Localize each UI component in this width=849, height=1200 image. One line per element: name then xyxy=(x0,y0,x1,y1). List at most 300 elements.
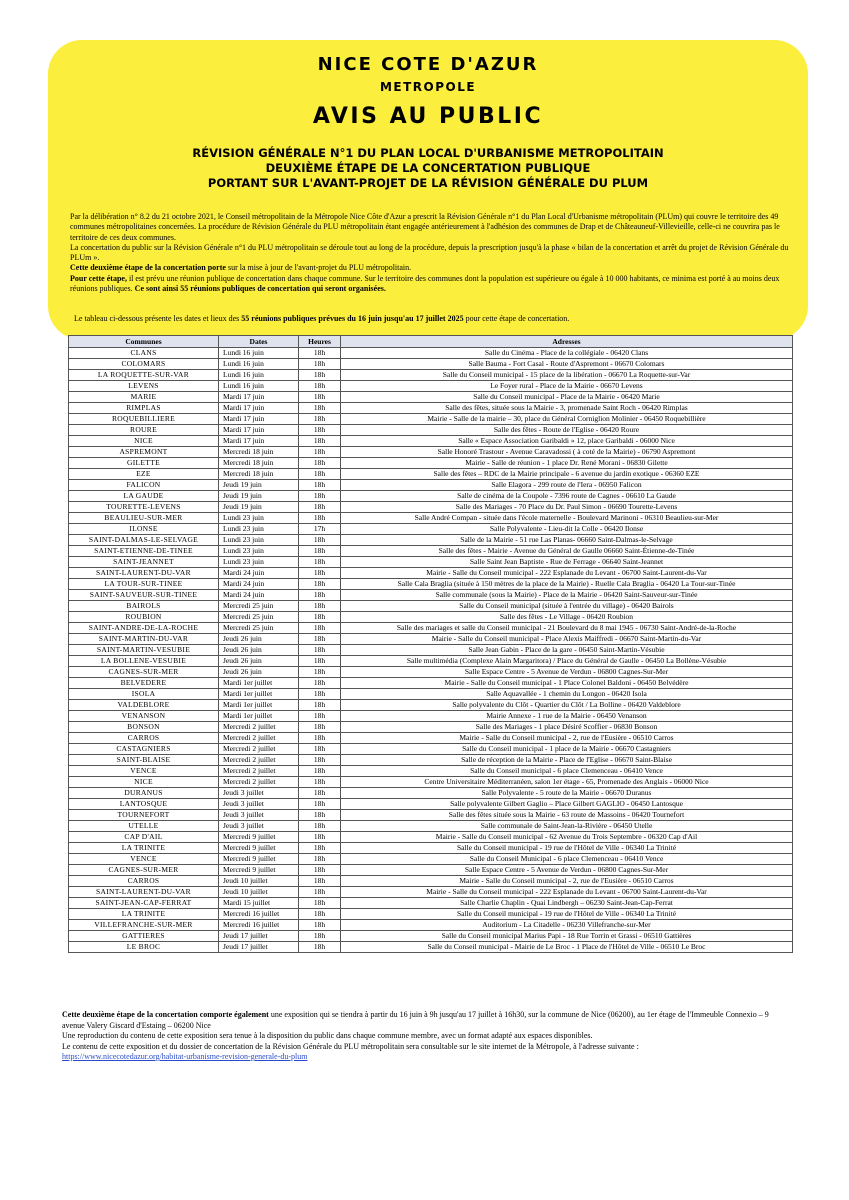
address-cell: Salle Honoré Trastour - Avenue Caravadossi ( à coté de la Mairie) - 06790 Aspremont xyxy=(341,447,793,458)
address-cell: Centre Universitaire Méditerranéen, salon 1er étage - 65, Promenade des Anglais - 06000 Nice xyxy=(341,777,793,788)
table-row xyxy=(69,535,793,546)
address-cell: Salle du Conseil municipal - 1 place de la Mairie - 06670 Castagniers xyxy=(341,744,793,755)
hour-cell: 18h xyxy=(299,634,341,645)
hour-cell: 18h xyxy=(299,733,341,744)
commune-cell: LA TRINITE xyxy=(69,909,219,920)
commune-cell: LA ROQUETTE-SUR-VAR xyxy=(69,370,219,381)
date-cell: Mardi 17 juin xyxy=(219,425,299,436)
table-row xyxy=(69,788,793,799)
commune-cell: ISOLA xyxy=(69,689,219,700)
table-row xyxy=(69,942,793,953)
hour-cell: 18h xyxy=(299,722,341,733)
address-cell: Salle polyvalente du Clôt - Quartier du Clôt / La Bolline - 06420 Valdeblore xyxy=(341,700,793,711)
date-cell: Mardi 15 juillet xyxy=(219,898,299,909)
commune-cell: NICE xyxy=(69,777,219,788)
commune-cell: SAINT-DALMAS-LE-SELVAGE xyxy=(69,535,219,546)
date-cell: Mercredi 9 juillet xyxy=(219,832,299,843)
table-row xyxy=(69,579,793,590)
commune-cell: COLOMARS xyxy=(69,359,219,370)
date-cell: Mercredi 9 juillet xyxy=(219,865,299,876)
intro-paragraph-4: Pour cette étape, il est prévu une réunion publique de concertation dans chaque commune. Sur le territoire des communes dont la population est supérieure ou égale à 10 000 habitants, ce minima est porté à au moins deux réunions publiques. Ce sont ainsi 55 réunions publiques de concertation qui seront organisées. xyxy=(70,273,780,294)
hour-cell: 18h xyxy=(299,876,341,887)
address-cell: Salle Espace Centre - 5 Avenue de Verdun - 06800 Cagnes-Sur-Mer xyxy=(341,667,793,678)
table-row xyxy=(69,865,793,876)
commune-cell: SAINT-LAURENT-DU-VAR xyxy=(69,887,219,898)
date-cell: Mercredi 25 juin xyxy=(219,623,299,634)
address-cell: Mairie Annexe - 1 rue de la Mairie - 06450 Venanson xyxy=(341,711,793,722)
commune-cell: CASTAGNIERS xyxy=(69,744,219,755)
footer-paragraph-3: Le contenu de cette exposition et du dossier de concertation de la Révision Générale du PLU métropolitain sera consultable sur le site internet de la Métropole, à l'adresse suivante : xyxy=(62,1041,639,1051)
commune-cell: SAINT-JEAN-CAP-FERRAT xyxy=(69,898,219,909)
commune-cell: LEVENS xyxy=(69,381,219,392)
commune-cell: GATTIERES xyxy=(69,931,219,942)
address-cell: Salle Polyvalente - Lieu-dit la Colle - 06420 Ilonse xyxy=(341,524,793,535)
hour-cell: 18h xyxy=(299,700,341,711)
address-cell: Salle des fêtes - Mairie - Avenue du Général de Gaulle 06660 Saint-Étienne-de-Tinée xyxy=(341,546,793,557)
header-dates: Dates xyxy=(219,336,299,348)
date-cell: Lundi 23 juin xyxy=(219,546,299,557)
date-cell: Mardi 17 juin xyxy=(219,392,299,403)
date-cell: Jeudi 19 juin xyxy=(219,502,299,513)
hour-cell: 18h xyxy=(299,843,341,854)
intro-paragraph-3: Cette deuxième étape de la concertation porte sur la mise à jour de l'avant-projet du PLU métropolitain. xyxy=(70,263,412,273)
address-cell: Salle Cala Braglia (située à 150 mètres de la place de la Mairie) - Ruelle Cala Braglia - 06420 La Tour-sur-Tinée xyxy=(341,579,793,590)
address-cell: Salle des fêtes - Route de l'Eglise - 06420 Roure xyxy=(341,425,793,436)
hour-cell: 18h xyxy=(299,755,341,766)
date-cell: Mercredi 18 juin xyxy=(219,469,299,480)
commune-cell: SAINT-LAURENT-DU-VAR xyxy=(69,568,219,579)
commune-cell: ROQUEBILLIERE xyxy=(69,414,219,425)
date-cell: Jeudi 26 juin xyxy=(219,667,299,678)
address-cell: Salle Elagora - 299 route de l'Iera - 06950 Falicon xyxy=(341,480,793,491)
address-cell: Salle des mariages et salle du Conseil municipal - 21 Boulevard du 8 mai 1945 - 06730 Saint-André-de-la-Roche xyxy=(341,623,793,634)
commune-cell: DURANUS xyxy=(69,788,219,799)
address-cell: Salle Espace Centre - 5 Avenue de Verdun - 06800 Cagnes-Sur-Mer xyxy=(341,865,793,876)
table-row xyxy=(69,601,793,612)
address-cell: Salle du Conseil municipal (située à l'entrée du village) - 06420 Bairols xyxy=(341,601,793,612)
address-cell: Salle Aquavallée - 1 chemin du Longon - 06420 Isola xyxy=(341,689,793,700)
plum-website-link[interactable]: https://www.nicecotedazur.org/habitat-urbanisme-revision-generale-du-plum xyxy=(62,1052,308,1061)
table-row xyxy=(69,568,793,579)
address-cell: Salle du Conseil municipal - 19 rue de l'Hôtel de Ville - 06340 La Trinité xyxy=(341,843,793,854)
hour-cell: 18h xyxy=(299,557,341,568)
date-cell: Jeudi 26 juin xyxy=(219,656,299,667)
address-cell: Salle de cinéma de la Coupole - 7396 route de Cagnes - 06610 La Gaude xyxy=(341,491,793,502)
table-row xyxy=(69,458,793,469)
hour-cell: 18h xyxy=(299,810,341,821)
address-cell: Salle communale de Saint-Jean-la-Rivière - 06450 Utelle xyxy=(341,821,793,832)
table-row xyxy=(69,469,793,480)
hour-cell: 18h xyxy=(299,436,341,447)
address-cell: Salle du Conseil municipal - 15 place de la libération - 06670 La Roquette-sur-Var xyxy=(341,370,793,381)
table-row xyxy=(69,667,793,678)
date-cell: Lundi 23 juin xyxy=(219,535,299,546)
table-row xyxy=(69,359,793,370)
address-cell: Auditorium - La Citadelle - 06230 Villefranche-sur-Mer xyxy=(341,920,793,931)
commune-cell: VILLEFRANCHE-SUR-MER xyxy=(69,920,219,931)
commune-cell: LA TRINITE xyxy=(69,843,219,854)
hour-cell: 18h xyxy=(299,777,341,788)
hour-cell: 18h xyxy=(299,447,341,458)
table-row xyxy=(69,491,793,502)
date-cell: Mercredi 16 juillet xyxy=(219,909,299,920)
table-header-row xyxy=(69,336,793,348)
date-cell: Mercredi 18 juin xyxy=(219,458,299,469)
hour-cell: 18h xyxy=(299,865,341,876)
commune-cell: SAINT-BLAISE xyxy=(69,755,219,766)
hour-cell: 18h xyxy=(299,469,341,480)
table-row xyxy=(69,777,793,788)
table-row xyxy=(69,689,793,700)
commune-cell: NICE xyxy=(69,436,219,447)
commune-cell: CARROS xyxy=(69,733,219,744)
table-row xyxy=(69,843,793,854)
commune-cell: RIMPLAS xyxy=(69,403,219,414)
hour-cell: 18h xyxy=(299,689,341,700)
subtitle-2: DEUXIÈME ÉTAPE DE LA CONCERTATION PUBLIQUE xyxy=(265,161,591,175)
date-cell: Jeudi 3 juillet xyxy=(219,788,299,799)
table-lead-text: Le tableau ci-dessous présente les dates et lieux des 55 réunions publiques prévues du 16 juin jusqu'au 17 juillet 2025 pour cette étape de concertation. xyxy=(74,314,570,323)
hour-cell: 18h xyxy=(299,744,341,755)
address-cell: Mairie - Salle du Conseil municipal - 2, rue de l'Eusière - 06510 Carros xyxy=(341,876,793,887)
hour-cell: 18h xyxy=(299,667,341,678)
table-row xyxy=(69,722,793,733)
date-cell: Lundi 16 juin xyxy=(219,381,299,392)
address-cell: Salle du Conseil municipal - Mairie de Le Broc - 1 Place de l'Hôtel de Ville - 06510 Le Broc xyxy=(341,942,793,953)
date-cell: Jeudi 17 juillet xyxy=(219,942,299,953)
table-row xyxy=(69,920,793,931)
address-cell: Salle Saint Jean Baptiste - Rue de Ferrage - 06640 Saint-Jeannet xyxy=(341,557,793,568)
table-row xyxy=(69,381,793,392)
intro-text xyxy=(70,212,792,294)
date-cell: Mercredi 9 juillet xyxy=(219,843,299,854)
address-cell: Salle du Conseil municipal - 19 rue de l'Hôtel de Ville - 06340 La Trinité xyxy=(341,909,793,920)
address-cell: Salle des fêtes située sous la Mairie - 63 route de Massoins - 06420 Tournefort xyxy=(341,810,793,821)
date-cell: Jeudi 17 juillet xyxy=(219,931,299,942)
address-cell: Salle Jean Gabin - Place de la gare - 06450 Saint-Martin-Vésubie xyxy=(341,645,793,656)
table-row xyxy=(69,612,793,623)
commune-cell: ROUBION xyxy=(69,612,219,623)
hour-cell: 18h xyxy=(299,370,341,381)
table-row xyxy=(69,447,793,458)
hour-cell: 18h xyxy=(299,601,341,612)
date-cell: Lundi 23 juin xyxy=(219,557,299,568)
commune-cell: BONSON xyxy=(69,722,219,733)
commune-cell: BAIROLS xyxy=(69,601,219,612)
address-cell: Mairie - Salle du Conseil municipal - 1 Place Colonel Baldoni - 06450 Belvédère xyxy=(341,678,793,689)
hour-cell: 18h xyxy=(299,656,341,667)
hour-cell: 18h xyxy=(299,359,341,370)
date-cell: Mardi 17 juin xyxy=(219,403,299,414)
hour-cell: 18h xyxy=(299,480,341,491)
commune-cell: CAGNES-SUR-MER xyxy=(69,865,219,876)
address-cell: Mairie - Salle de la mairie – 30, place du Général Corniglion Molinier - 06450 Roquebillière xyxy=(341,414,793,425)
date-cell: Lundi 16 juin xyxy=(219,359,299,370)
date-cell: Mercredi 9 juillet xyxy=(219,854,299,865)
hour-cell: 18h xyxy=(299,920,341,931)
commune-cell: GILETTE xyxy=(69,458,219,469)
date-cell: Mardi 17 juin xyxy=(219,436,299,447)
hour-cell: 18h xyxy=(299,788,341,799)
table-row xyxy=(69,370,793,381)
table-row xyxy=(69,887,793,898)
date-cell: Mercredi 18 juin xyxy=(219,447,299,458)
commune-cell: LA GAUDE xyxy=(69,491,219,502)
commune-cell: SAINT-ANDRE-DE-LA-ROCHE xyxy=(69,623,219,634)
table-row xyxy=(69,931,793,942)
notice-title: AVIS AU PUBLIC xyxy=(312,104,544,129)
table-row xyxy=(69,711,793,722)
address-cell: Salle « Espace Association Garibaldi » 12, place Garibaldi - 06000 Nice xyxy=(341,436,793,447)
commune-cell: LA BOLLENE-VESUBIE xyxy=(69,656,219,667)
commune-cell: SAINT-MARTIN-DU-VAR xyxy=(69,634,219,645)
hour-cell: 18h xyxy=(299,909,341,920)
subtitle-1: RÉVISION GÉNÉRALE N°1 DU PLAN LOCAL D'URBANISME METROPOLITAIN xyxy=(192,146,664,160)
hour-cell: 18h xyxy=(299,678,341,689)
commune-cell: LANTOSQUE xyxy=(69,799,219,810)
hour-cell: 18h xyxy=(299,425,341,436)
address-cell: Mairie - Salle du Conseil municipal - Place Alexis Maiffredi - 06670 Saint-Martin-du-Var xyxy=(341,634,793,645)
footer-paragraph-1: Cette deuxième étape de la concertation comporte également une exposition qui se tiendra à partir du 16 juin à 9h jusqu'au 17 juillet à 16h30, sur la commune de Nice (06200), au 1er étage de l'Immeuble Connexio – 9 avenue Valery Giscard d'Estaing – 06200 Nice xyxy=(62,1010,769,1030)
header-communes: Communes xyxy=(69,336,219,348)
table-row xyxy=(69,480,793,491)
footer-paragraph-2: Une reproduction du contenu de cette exposition sera tenue à la disposition du public dans chaque commune membre, avec un format adapté aux espaces disponibles. xyxy=(62,1031,593,1040)
commune-cell: VENANSON xyxy=(69,711,219,722)
commune-cell: SAINT-SAUVEUR-SUR-TINEE xyxy=(69,590,219,601)
address-cell: Salle Polyvalente - 5 route de la Mairie - 06670 Duranus xyxy=(341,788,793,799)
date-cell: Mercredi 2 juillet xyxy=(219,777,299,788)
commune-cell: TOURETTE-LEVENS xyxy=(69,502,219,513)
date-cell: Mercredi 2 juillet xyxy=(219,755,299,766)
hour-cell: 18h xyxy=(299,491,341,502)
table-row xyxy=(69,403,793,414)
hour-cell: 18h xyxy=(299,766,341,777)
table-row xyxy=(69,502,793,513)
hour-cell: 18h xyxy=(299,821,341,832)
commune-cell: CLANS xyxy=(69,348,219,359)
date-cell: Lundi 16 juin xyxy=(219,370,299,381)
hour-cell: 18h xyxy=(299,579,341,590)
commune-cell: LE BROC xyxy=(69,942,219,953)
subtitle-3: PORTANT SUR L'AVANT-PROJET DE LA RÉVISION GÉNÉRALE DU PLUM xyxy=(207,176,649,190)
commune-cell: TOURNEFORT xyxy=(69,810,219,821)
org-subname: METROPOLE xyxy=(379,80,477,94)
address-cell: Salle Charlie Chaplin - Quai Lindbergh – 06230 Saint-Jean-Cap-Ferrat xyxy=(341,898,793,909)
commune-cell: ASPREMONT xyxy=(69,447,219,458)
footer-link-line xyxy=(62,1052,792,1063)
date-cell: Mardi 1er juillet xyxy=(219,678,299,689)
hour-cell: 18h xyxy=(299,832,341,843)
table-row xyxy=(69,590,793,601)
table-row xyxy=(69,513,793,524)
date-cell: Jeudi 19 juin xyxy=(219,491,299,502)
commune-cell: SAINT-JEANNET xyxy=(69,557,219,568)
commune-cell: VALDEBLORE xyxy=(69,700,219,711)
hour-cell: 18h xyxy=(299,414,341,425)
table-row xyxy=(69,766,793,777)
address-cell: Salle Bauma - Fort Casal - Route d'Aspremont - 06670 Colomars xyxy=(341,359,793,370)
date-cell: Mercredi 25 juin xyxy=(219,601,299,612)
table-row xyxy=(69,623,793,634)
commune-cell: ILONSE xyxy=(69,524,219,535)
date-cell: Mercredi 16 juillet xyxy=(219,920,299,931)
table-row xyxy=(69,392,793,403)
address-cell: Salle du Conseil municipal - 6 place Clemenceau - 06410 Vence xyxy=(341,766,793,777)
commune-cell: MARIE xyxy=(69,392,219,403)
date-cell: Mardi 1er juillet xyxy=(219,700,299,711)
hour-cell: 18h xyxy=(299,392,341,403)
commune-cell: UTELLE xyxy=(69,821,219,832)
address-cell: Le Foyer rural - Place de la Mairie - 06670 Levens xyxy=(341,381,793,392)
address-cell: Salle communale (sous la Mairie) - Place de la Mairie - 06420 Saint-Sauveur-sur-Tinée xyxy=(341,590,793,601)
hour-cell: 18h xyxy=(299,645,341,656)
hour-cell: 18h xyxy=(299,931,341,942)
hour-cell: 18h xyxy=(299,942,341,953)
table-row xyxy=(69,645,793,656)
hour-cell: 18h xyxy=(299,546,341,557)
table-row xyxy=(69,832,793,843)
hour-cell: 18h xyxy=(299,612,341,623)
date-cell: Mardi 17 juin xyxy=(219,414,299,425)
address-cell: Salle des Mariages - 1 place Désiré Scoffier - 06830 Bonson xyxy=(341,722,793,733)
table-row xyxy=(69,744,793,755)
hour-cell: 18h xyxy=(299,381,341,392)
meetings-table xyxy=(68,335,793,953)
hour-cell: 18h xyxy=(299,502,341,513)
address-cell: Mairie - Salle du Conseil municipal - 222 Esplanade du Levant - 06700 Saint-Laurent-du-Var xyxy=(341,887,793,898)
address-cell: Salle multimédia (Complexe Alain Margaritora) / Place du Général de Gaulle - 06450 La Bollène-Vésubie xyxy=(341,656,793,667)
date-cell: Lundi 16 juin xyxy=(219,348,299,359)
commune-cell: VENCE xyxy=(69,766,219,777)
table-row xyxy=(69,414,793,425)
header-addresses: Adresses xyxy=(341,336,793,348)
table-body xyxy=(69,348,793,953)
date-cell: Jeudi 26 juin xyxy=(219,645,299,656)
table-row xyxy=(69,557,793,568)
table-row xyxy=(69,678,793,689)
commune-cell: LA TOUR-SUR-TINEE xyxy=(69,579,219,590)
table-row xyxy=(69,854,793,865)
date-cell: Mercredi 2 juillet xyxy=(219,733,299,744)
address-cell: Salle des fêtes - Le Village - 06420 Roubion xyxy=(341,612,793,623)
hour-cell: 18h xyxy=(299,348,341,359)
hour-cell: 18h xyxy=(299,799,341,810)
table-row xyxy=(69,656,793,667)
date-cell: Mardi 1er juillet xyxy=(219,711,299,722)
intro-paragraph-1: Par la délibération n° 8.2 du 21 octobre 2021, le Conseil métropolitain de la Métropole Nice Côte d'Azur a prescrit la Révision Générale n°1 du Plan Local d'Urbanisme métropolitain (PLUm) qui couvre le territoire des 49 communes métropolitaines concernées. La procédure de Révision Générale du PLU métropolitain étant engagée antérieurement à l'adhésion des communes de Drap et de Châteauneuf-Villevieille, celle-ci ne couvrira pas le territoire de ces deux communes. xyxy=(70,212,780,242)
commune-cell: BEAULIEU-SUR-MER xyxy=(69,513,219,524)
commune-cell: CAP D'AIL xyxy=(69,832,219,843)
commune-cell: FALICON xyxy=(69,480,219,491)
org-name: NICE COTE D'AZUR xyxy=(317,54,539,75)
address-cell: Salle du Conseil municipal - Place de la Mairie - 06420 Marie xyxy=(341,392,793,403)
intro-paragraph-2: La concertation du public sur la Révision Générale n°1 du PLU métropolitain se déroule tout au long de la procédure, depuis la prescription jusqu'à la phase « bilan de la concertation et arrêt du projet de Révision Générale du PLUm ». xyxy=(70,242,789,263)
address-cell: Mairie - Salle de réunion - 1 place Dr. René Morani - 06830 Gilette xyxy=(341,458,793,469)
table-row xyxy=(69,546,793,557)
table-row xyxy=(69,755,793,766)
table-row xyxy=(69,876,793,887)
table-row xyxy=(69,799,793,810)
commune-cell: CARROS xyxy=(69,876,219,887)
date-cell: Lundi 23 juin xyxy=(219,513,299,524)
table-row xyxy=(69,821,793,832)
commune-cell: BELVEDERE xyxy=(69,678,219,689)
hour-cell: 18h xyxy=(299,590,341,601)
commune-cell: CAGNES-SUR-MER xyxy=(69,667,219,678)
address-cell: Mairie - Salle du Conseil municipal - 62 Avenue du Trois Septembre - 06320 Cap d'Ail xyxy=(341,832,793,843)
address-cell: Salle du Cinéma - Place de la collégiale - 06420 Clans xyxy=(341,348,793,359)
table-row xyxy=(69,733,793,744)
hour-cell: 18h xyxy=(299,898,341,909)
commune-cell: VENCE xyxy=(69,854,219,865)
address-cell: Salle des fêtes – RDC de la Mairie principale - 6 avenue du jardin exotique - 06360 EZE xyxy=(341,469,793,480)
address-cell: Salle du Conseil Municipal - 6 place Clemenceau - 06410 Vence xyxy=(341,854,793,865)
date-cell: Jeudi 3 juillet xyxy=(219,799,299,810)
address-cell: Mairie - Salle du Conseil municipal - 2, rue de l'Eusière - 06510 Carros xyxy=(341,733,793,744)
address-cell: Salle de réception de la Mairie - Place de l'Eglise - 06670 Saint-Blaise xyxy=(341,755,793,766)
header-hours: Heures xyxy=(299,336,341,348)
commune-cell: SAINT-MARTIN-VESUBIE xyxy=(69,645,219,656)
date-cell: Jeudi 3 juillet xyxy=(219,821,299,832)
hour-cell: 18h xyxy=(299,623,341,634)
table-row xyxy=(69,700,793,711)
hour-cell: 18h xyxy=(299,568,341,579)
address-cell: Salle de la Mairie - 51 rue Las Planas- 06660 Saint-Dalmas-le-Selvage xyxy=(341,535,793,546)
date-cell: Mardi 1er juillet xyxy=(219,689,299,700)
date-cell: Mardi 24 juin xyxy=(219,579,299,590)
commune-cell: EZE xyxy=(69,469,219,480)
hour-cell: 18h xyxy=(299,887,341,898)
commune-cell: SAINT-ETIENNE-DE-TINEE xyxy=(69,546,219,557)
date-cell: Mercredi 2 juillet xyxy=(219,722,299,733)
table-row xyxy=(69,898,793,909)
date-cell: Jeudi 10 juillet xyxy=(219,876,299,887)
date-cell: Jeudi 3 juillet xyxy=(219,810,299,821)
address-cell: Salle des fêtes, située sous la Mairie - 3, promenade Saint Roch - 06420 Rimplas xyxy=(341,403,793,414)
date-cell: Mardi 24 juin xyxy=(219,590,299,601)
table-row xyxy=(69,909,793,920)
address-cell: Mairie - Salle du Conseil municipal - 222 Esplanade du Levant - 06700 Saint-Laurent-du-Var xyxy=(341,568,793,579)
commune-cell: ROURE xyxy=(69,425,219,436)
date-cell: Jeudi 19 juin xyxy=(219,480,299,491)
hour-cell: 18h xyxy=(299,403,341,414)
table-row xyxy=(69,425,793,436)
address-cell: Salle du Conseil municipal Marius Papi - 18 Rue Torrin et Grassi - 06510 Gattières xyxy=(341,931,793,942)
hour-cell: 18h xyxy=(299,513,341,524)
table-row xyxy=(69,810,793,821)
date-cell: Mercredi 2 juillet xyxy=(219,766,299,777)
table-row xyxy=(69,436,793,447)
address-cell: Salle polyvalente Gilbert Gaglio – Place Gilbert GAGLIO - 06450 Lantosque xyxy=(341,799,793,810)
footer-text xyxy=(62,1010,792,1063)
date-cell: Mercredi 2 juillet xyxy=(219,744,299,755)
address-cell: Salle des Mariages - 70 Place du Dr. Paul Simon - 06690 Tourette-Levens xyxy=(341,502,793,513)
date-cell: Mercredi 25 juin xyxy=(219,612,299,623)
address-cell: Salle André Compan - située dans l'école maternelle - Boulevard Marinoni - 06310 Beaulieu-sur-Mer xyxy=(341,513,793,524)
table-row xyxy=(69,524,793,535)
date-cell: Jeudi 10 juillet xyxy=(219,887,299,898)
date-cell: Jeudi 26 juin xyxy=(219,634,299,645)
table-row xyxy=(69,348,793,359)
date-cell: Lundi 23 juin xyxy=(219,524,299,535)
table-row xyxy=(69,634,793,645)
hour-cell: 18h xyxy=(299,458,341,469)
date-cell: Mardi 24 juin xyxy=(219,568,299,579)
hour-cell: 17h xyxy=(299,524,341,535)
hour-cell: 18h xyxy=(299,535,341,546)
hour-cell: 18h xyxy=(299,854,341,865)
hour-cell: 18h xyxy=(299,711,341,722)
